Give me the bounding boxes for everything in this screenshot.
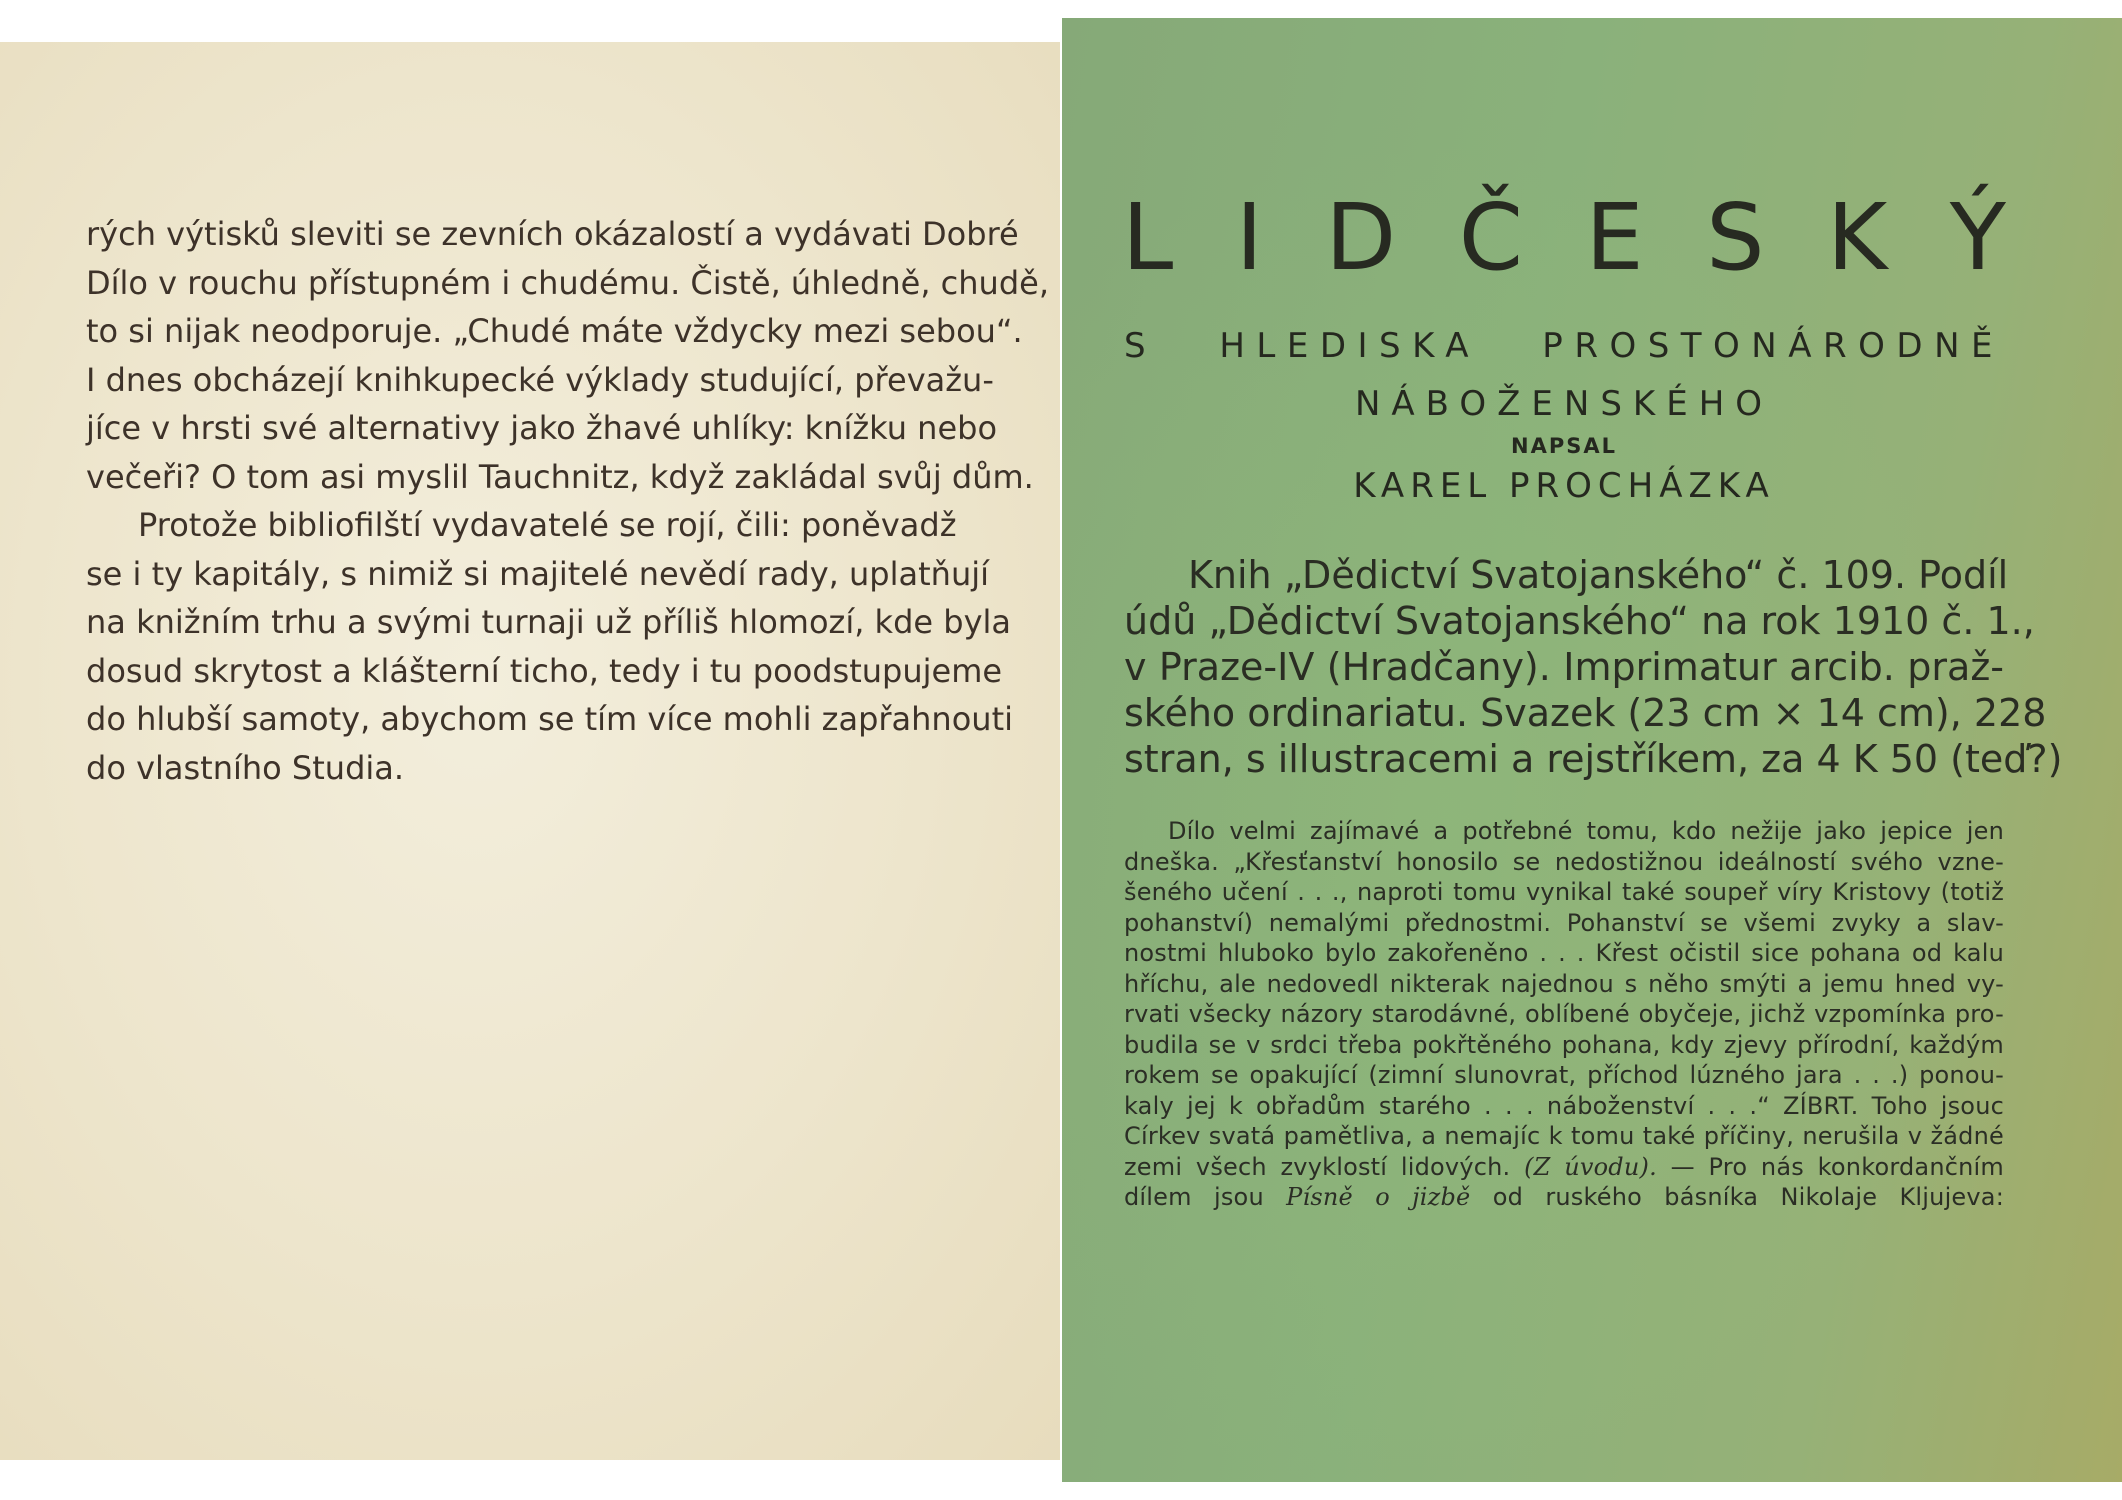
title-letter: S — [1706, 184, 1765, 291]
info-line: stran, s illustracemi a rejstříkem, za 4 K 50 (teď?) — [1124, 737, 2063, 781]
info-line: ského ordinariatu. Svazek (23 cm × 14 cm), 228 — [1124, 691, 2047, 735]
review-text: od ruského básníka Nikolaje Kljujeva: — [1470, 1183, 2004, 1211]
review-source-italic: (Z úvodu). — [1524, 1152, 1657, 1181]
book-review — [1124, 816, 2004, 1213]
review-text: dílem jsou — [1124, 1183, 1287, 1211]
info-line: Knih „Dědictví Svatojanského“ č. 109. Podíl — [1188, 553, 2009, 597]
text-line: večeři? O tom asi myslil Tauchnitz, když zakládal svůj dům. — [86, 457, 1034, 496]
review-line: hříchu, ale nedovedl nikterak najednou s něho smýti a jemu hned vy- — [1124, 969, 2004, 998]
text-line: dosud skrytost a klášterní ticho, tedy i tu poodstupujeme — [86, 651, 1003, 690]
text-line: Dílo v rouchu přístupném i chudému. Čistě, úhledně, chudě, — [86, 263, 1049, 302]
text-line: Protože bibliofilští vydavatelé se rojí, čili: poněvadž — [138, 506, 957, 544]
left-page-text — [86, 210, 1049, 792]
info-line: údů „Dědictví Svatojanského“ na rok 1910 č. 1., — [1124, 599, 2035, 643]
review-line: Dílo velmi zajímavé a potřebné tomu, kdo nežije jako jepice jen — [1168, 817, 2004, 845]
book-notice — [1122, 184, 2063, 1213]
title-letter: Č — [1458, 184, 1523, 291]
title-letter: D — [1325, 184, 1397, 291]
review-line: kaly jej k obřadům starého . . . náboženství . . .“ ZÍBRT. Toho jsouc — [1124, 1091, 2004, 1120]
text-line: se i ty kapitály, s nimiž si majitelé nevědí rady, uplatňují — [86, 554, 989, 593]
review-text: zemi všech zvyklostí lidových. — [1124, 1152, 1511, 1181]
title-letter: I — [1235, 184, 1263, 291]
book-title — [1122, 184, 2006, 291]
review-line: dneška. „Křesťanství honosilo se nedostižnou ideálností svého vzne- — [1124, 847, 2004, 876]
review-line: nostmi hluboko bylo zakořeněno . . . Křest očistil sice pohana od kalu — [1124, 939, 2004, 967]
left-page — [0, 42, 1060, 1460]
text-line: rých výtisků sleviti se zevních okázalostí a vydávati Dobré — [86, 215, 1019, 253]
text-line: jíce v hrsti své alternativy jako žhavé uhlíky: knížku nebo — [86, 409, 998, 447]
info-line: v Praze-IV (Hradčany). Imprimatur arcib. praž- — [1124, 645, 2004, 689]
review-title-italic: Písně o jizbě — [1286, 1183, 1471, 1211]
review-line — [1124, 1182, 2004, 1213]
title-letter: E — [1585, 184, 1644, 291]
text-line: do vlastního Studia. — [86, 748, 405, 787]
review-line: rvati všecky názory starodávné, oblíbené obyčeje, jichž vzpomínka pro- — [1124, 1000, 2004, 1028]
review-line: šeného učení . . ., naproti tomu vynikal také soupeř víry Kristovy (totiž — [1124, 878, 2004, 906]
title-letter: Ý — [1949, 184, 2006, 291]
review-text: — Pro nás konkordančním — [1656, 1152, 2004, 1181]
text-line: na knižním trhu a svými turnaji už příliš hlomozí, kde byla — [86, 603, 1011, 641]
author-caption: NAPSAL — [1511, 434, 1617, 458]
review-line: budila se v srdci třeba pokřtěného pohana, kdy zjevy přírodní, každým — [1124, 1030, 2004, 1059]
title-letter: K — [1826, 184, 1888, 291]
review-line: rokem se opakující (zimní slunovrat, příchod lúzného jara . . .) ponou- — [1124, 1061, 2004, 1089]
text-line: I dnes obcházejí knihkupecké výklady studující, převažu- — [86, 360, 994, 399]
text-line: to si nijak neodporuje. „Chudé máte vždycky mezi sebou“. — [86, 312, 1023, 350]
title-letter: L — [1122, 184, 1174, 291]
review-line — [1124, 1152, 2004, 1183]
publication-info — [1124, 552, 2063, 782]
review-line: Církev svatá pamětliva, a nemajíc k tomu také příčiny, nerušila v žádné — [1124, 1122, 2004, 1150]
right-page — [1062, 18, 2122, 1482]
book-subtitle: S HLEDISKA PROSTONÁRODNĚ — [1124, 326, 2004, 366]
author-name: KAREL PROCHÁZKA — [1353, 466, 1775, 506]
review-line: pohanství) nemalými přednostmi. Pohanství se všemi zvyky a slav- — [1124, 908, 2004, 937]
book-subtitle-line-2: NÁBOŽENSKÉHO — [1354, 384, 1774, 424]
text-line: do hlubší samoty, abychom se tím více mohli zapřahnouti — [86, 700, 1013, 738]
